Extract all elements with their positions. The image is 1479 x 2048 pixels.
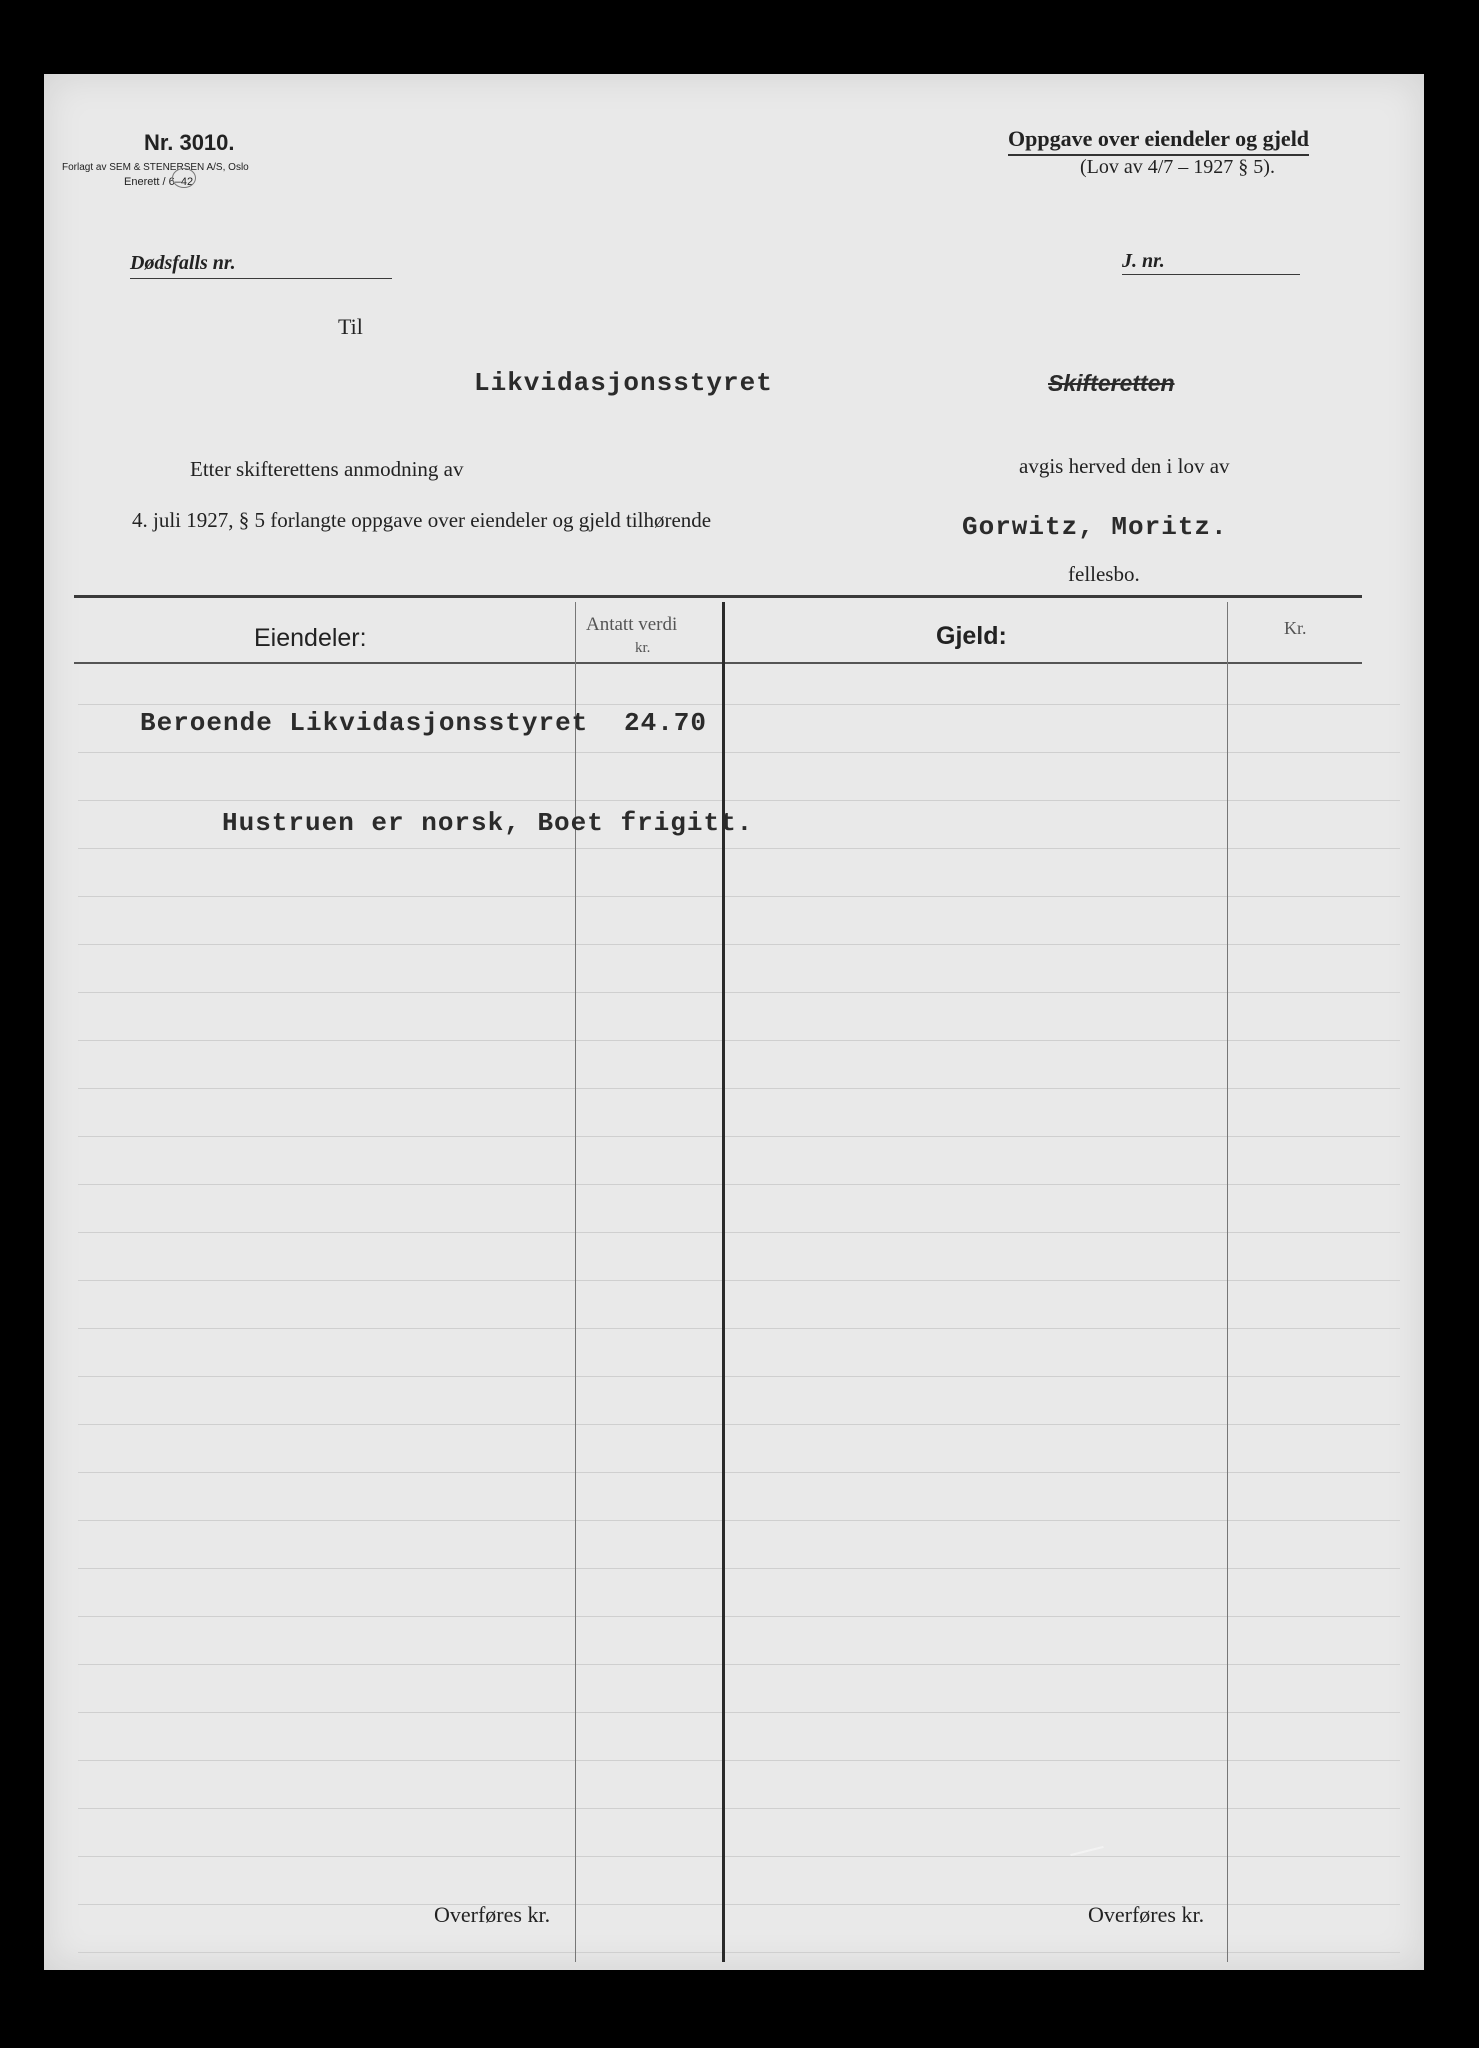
deceased-name: Gorwitz, Moritz. xyxy=(962,512,1228,542)
estate-type: fellesbo. xyxy=(1068,562,1140,586)
ruled-line xyxy=(78,1520,1400,1521)
ruled-line xyxy=(78,1472,1400,1473)
death-case-label: Dødsfalls nr. xyxy=(130,252,236,274)
footer-carry-forward-right: Overføres kr. xyxy=(1088,1902,1205,1927)
ruled-line xyxy=(78,1424,1400,1425)
column-header-assumed-value-unit: kr. xyxy=(635,640,651,656)
ruled-line xyxy=(78,1280,1400,1281)
ruled-line xyxy=(78,848,1400,849)
ruled-line xyxy=(78,1376,1400,1377)
ruled-line xyxy=(78,1232,1400,1233)
ruled-line xyxy=(78,1712,1400,1713)
law-reference: (Lov av 4/7 – 1927 § 5). xyxy=(1080,156,1275,178)
asset-entry-value: 24.70 xyxy=(624,708,708,738)
struck-recipient: Skifteretten xyxy=(1048,370,1175,396)
ruled-line xyxy=(78,704,1400,705)
journal-line xyxy=(1122,274,1300,275)
column-header-kr: Kr. xyxy=(1284,618,1307,638)
document-sheet xyxy=(44,74,1424,1970)
ruled-line xyxy=(78,800,1400,801)
ruled-line xyxy=(78,1568,1400,1569)
column-divider-assets xyxy=(575,602,576,1962)
journal-label: J. nr. xyxy=(1122,250,1165,272)
ruled-line xyxy=(78,1184,1400,1185)
publisher-line: Forlagt av SEM & STENERSEN A/S, Oslo xyxy=(62,162,249,173)
to-label: Til xyxy=(338,314,363,339)
ruled-line xyxy=(78,1136,1400,1137)
column-divider-debt xyxy=(1227,602,1228,1962)
note-entry: Hustruen er norsk, Boet frigitt. xyxy=(222,808,754,838)
death-case-line xyxy=(130,278,392,279)
form-number: Nr. 3010. xyxy=(144,130,235,155)
ruled-line xyxy=(78,1952,1400,1953)
column-header-assumed-value: Antatt verdi xyxy=(586,614,678,635)
body-line1-left: Etter skifterettens anmodning av xyxy=(190,457,464,481)
publisher-seal-icon xyxy=(172,168,196,188)
footer-carry-forward-left: Overføres kr. xyxy=(434,1902,551,1927)
column-header-debt: Gjeld: xyxy=(936,622,1007,650)
ruled-line xyxy=(78,944,1400,945)
ruled-line xyxy=(78,992,1400,993)
ruled-line xyxy=(78,1760,1400,1761)
ruled-line xyxy=(78,1808,1400,1809)
recipient-name: Likvidasjonsstyret xyxy=(474,368,773,398)
ruled-line xyxy=(78,1664,1400,1665)
form-title: Oppgave over eiendeler og gjeld xyxy=(1008,126,1309,156)
ruled-line xyxy=(78,1328,1400,1329)
ruled-line xyxy=(78,1040,1400,1041)
table-top-rule xyxy=(74,595,1362,598)
body-line2: 4. juli 1927, § 5 forlangte oppgave over eiendeler og gjeld tilhørende xyxy=(132,508,712,532)
column-header-assets: Eiendeler: xyxy=(254,624,367,652)
edition-line: Enerett / 6–42 xyxy=(124,176,194,188)
ruled-line xyxy=(78,1616,1400,1617)
asset-entry-label: Beroende Likvidasjonsstyret xyxy=(140,708,589,738)
column-divider-value xyxy=(722,602,725,1962)
pen-mark xyxy=(1070,1846,1103,1856)
ruled-line xyxy=(78,896,1400,897)
ruled-line xyxy=(78,1088,1400,1089)
ruled-line xyxy=(78,752,1400,753)
body-line1-right: avgis herved den i lov av xyxy=(1019,454,1230,478)
ruled-line xyxy=(78,1856,1400,1857)
table-header-rule xyxy=(74,662,1362,664)
